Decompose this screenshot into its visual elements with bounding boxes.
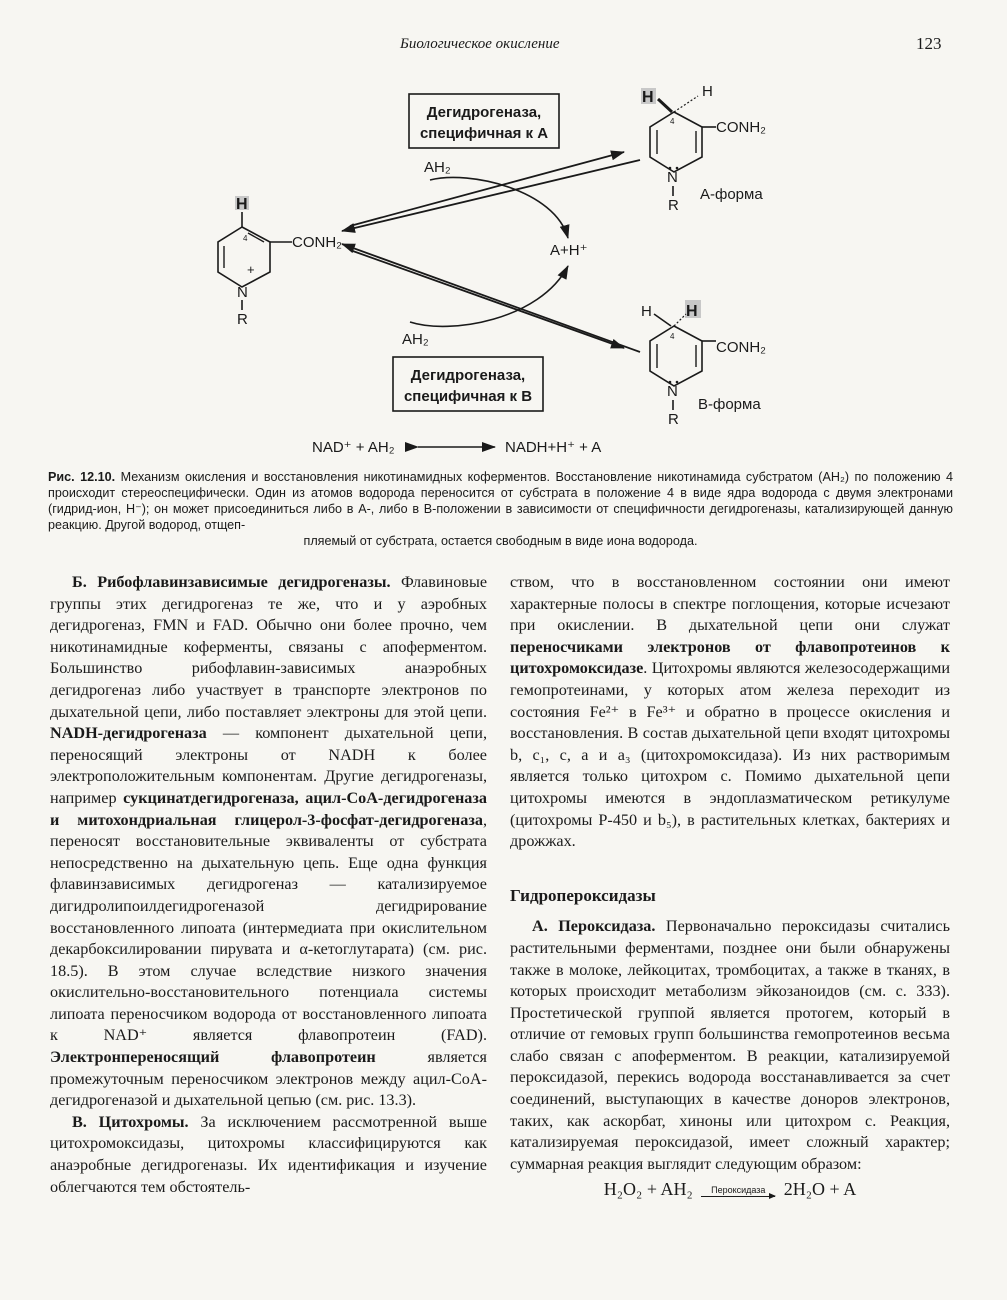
equation-right: 2H₂O + A xyxy=(783,1179,857,1200)
equation-arrow xyxy=(701,1185,775,1197)
a-form-label: А-форма xyxy=(700,186,763,203)
riboflavin-text-g: является промежуточным переносчиком электронов между ацил-CoA-дегидрогеназой и дыхательной цепью (см. рис. 13.3). xyxy=(50,1048,487,1110)
b-form-r: R xyxy=(668,411,679,428)
arrow-from-a-form xyxy=(342,160,640,231)
riboflavin-text-c: — компонент дыхательной цепи, переносящий электроны от NADH к более электроположительным компонентам. Другие дегидрогеназы, например xyxy=(50,724,487,807)
right-column xyxy=(510,572,950,1201)
a-form-h1: H xyxy=(642,89,654,106)
left-column xyxy=(50,572,487,1198)
paragraph-cytochromes-cont xyxy=(510,572,950,853)
nad-reduction-figure xyxy=(0,0,1007,465)
cytochromes-heading: В. Цитохромы. xyxy=(72,1112,189,1131)
section-heading-hydroperoxidases: Гидропероксидазы xyxy=(510,885,656,905)
nad-plus-structure xyxy=(218,196,342,328)
etf-term: Электронпереносящий флавопротеин xyxy=(50,1048,376,1067)
cytochromes-text: За исключением рассмотренной выше цитохромоксидазы, цитохромы классифицируются как анаэробные дегидрогеназы. Их идентификация и изучение облегчаются тем обстоятель- xyxy=(50,1112,487,1196)
figure-equation xyxy=(312,439,601,456)
nad-conh2: CONH₂ xyxy=(292,234,342,251)
nad-h-label: H xyxy=(236,196,248,213)
b-form-conh2: CONH₂ xyxy=(716,339,766,356)
riboflavin-text-e: , переносят восстановительные эквиваленты от субстрата непосредственно на дыхательную цепь. Еще одна функция флавинзависимых дегидрогеназ — катализируемое дигидролипоилдегидрогеназой дегидрирование восстановленного липоата (интермедиата при окислительном декарбоксилировании пирувата и α-кетоглутарата) (см. рис. 18.5). В этом случае вследствие низкого значения окислительно-восстановительного потенциала системы липоата переносчиком водорода от восстановленного липоата к NAD⁺ является флавопротеин (FAD). xyxy=(50,810,487,1045)
nadh-a-form-structure xyxy=(641,83,766,214)
figure-eq-left: NAD⁺ + AH₂ xyxy=(312,439,395,456)
arrow-to-a-form xyxy=(350,152,624,226)
substrate-top-label: AH₂ xyxy=(424,159,451,176)
caption-last-line: пляемый от субстрата, остается свободным в виде иона водорода. xyxy=(303,534,698,548)
nad-r: R xyxy=(237,311,248,328)
nad-n: N xyxy=(237,284,248,301)
arrow-to-b-form xyxy=(350,250,624,348)
substrate-bottom-label: AH₂ xyxy=(402,331,429,348)
b-form-n: N xyxy=(667,383,678,400)
cyto-cont-text-a: ством, что в восстановленном состоянии они имеют характерные полосы в спектре поглощения, которые исчезают при окислении. В дыхательной цепи они служат xyxy=(510,573,950,635)
nadh-dehydrogenase-term: NADH-дегидрогеназа xyxy=(50,724,207,743)
a-form-n: N xyxy=(667,169,678,186)
riboflavin-heading: Б. Рибофлавинзависимые дегидрогеназы. xyxy=(72,573,391,591)
peroxidase-text: Первоначально пероксидазы считались растительными ферментами, позднее они были обнаружены также в молоке, лейкоцитах, тромбоцитах, а также в тканях, в которых происходит метаболизм эйкозаноидов (см. с. 333). Простетической группой является протогем, который в отличие от гемовых групп большинства гемопротеинов весьма слабо связан с апоферментом. В реакции, катализируемой пероксидазой, перекись водорода восстанавливается за счет соединений, выступающих в качестве доноров электронов, таких, как аскорбат, хиноны или цитохром c. Реакция, катализируемая пероксидазой, имеет сложный характер; суммарная реакция выглядит следующим образом: xyxy=(510,917,950,1173)
page-number: 123 xyxy=(916,34,942,53)
figure-caption xyxy=(48,469,953,549)
a-form-position-4: 4 xyxy=(670,117,675,126)
nad-plus-sign: + xyxy=(247,262,255,277)
enzyme-a-line1: Дегидрогеназа, xyxy=(426,104,542,121)
a-form-h2: H xyxy=(702,83,713,100)
a-form-conh2: CONH₂ xyxy=(716,119,766,136)
b-form-label: В-форма xyxy=(698,396,761,413)
caption-label: Рис. 12.10. xyxy=(48,470,116,484)
enzyme-b-line1: Дегидрогеназа, xyxy=(410,367,526,384)
figure-eq-right: NADH+H⁺ + A xyxy=(505,439,602,456)
equation-enzyme: Пероксидаза xyxy=(711,1185,766,1196)
peroxidase-heading: А. Пероксидаза. xyxy=(532,917,656,936)
peroxidase-equation xyxy=(510,1179,950,1201)
nad-position-4: 4 xyxy=(243,234,248,243)
paragraph-peroxidase xyxy=(510,916,950,1175)
arrow-from-b-form xyxy=(342,244,640,352)
running-title: Биологическое окисление xyxy=(400,36,560,52)
electron-carriers-term: переносчиками электронов от флавопротеинов к цитохромоксидазе xyxy=(510,637,950,678)
enzyme-b-box xyxy=(393,357,543,411)
enzyme-a-box xyxy=(409,94,559,148)
riboflavin-text-a: Флавиновые группы этих дегидрогеназ те же, что и у аэробных дегидрогеназ, FMN и FAD. Обычно они более прочно, чем никотинамидные коферменты, связаны с апоферментом. Большинство рибофлавин-зависимых анаэробных дегидрогеназ либо участвует в транспорте электронов по дыхательной цепи, либо поставляет электроны для этой цепи. xyxy=(50,573,488,721)
equation-left: H₂O₂ + AH₂ xyxy=(603,1179,693,1200)
enzyme-b-line2: специфичная к В xyxy=(403,388,533,405)
paragraph-riboflavin xyxy=(50,572,487,1112)
caption-text: Механизм окисления и восстановления никотинамидных коферментов. Восстановление никотинамида субстратом (AH₂) по положению 4 происходит стереоспецифически. Один из атомов водорода переносится от субстрата в положение 4 в виде ядра водорода с двумя электронами (гидрид-ион, H⁻); он может присоединиться либо в А-, либо в В-положении в зависимости от специфичности дегидрогеназы, катализирующей данную реакцию. Другой водород, отщеп- xyxy=(48,470,953,532)
products-label: A+H⁺ xyxy=(550,242,588,259)
cyto-cont-text-c: . Цитохромы являются железосодержащими гемопротеинами, у которых атом железа переходит из состояния Fe²⁺ в Fe³⁺ и обратно в процессе окисления и восстановления. В состав дыхательной цепи входят цитохромы b, c₁, c, a и a₃ (цитохромоксидаза). Из них растворимым является только цитохром c. Помимо дыхательной цепи цитохромы имеются в эндоплазматическом ретикулуме (цитохромы P-450 и b₅), в растительных клетках, бактериях и дрожжах. xyxy=(510,659,950,851)
b-form-h1: H xyxy=(641,303,652,320)
enzyme-a-line2: специфичная к А xyxy=(419,125,549,142)
nadh-b-form-structure xyxy=(641,300,766,428)
b-form-h2: H xyxy=(686,303,698,320)
paragraph-cytochromes xyxy=(50,1112,487,1198)
a-form-r: R xyxy=(668,197,679,214)
b-form-position-4: 4 xyxy=(670,332,675,341)
dehydrogenases-terms: сукцинатдегидрогеназа, ацил-CoA-дегидрогеназа и митохондриальная глицерол-3-фосфат-дегидрогеназа xyxy=(50,788,487,829)
